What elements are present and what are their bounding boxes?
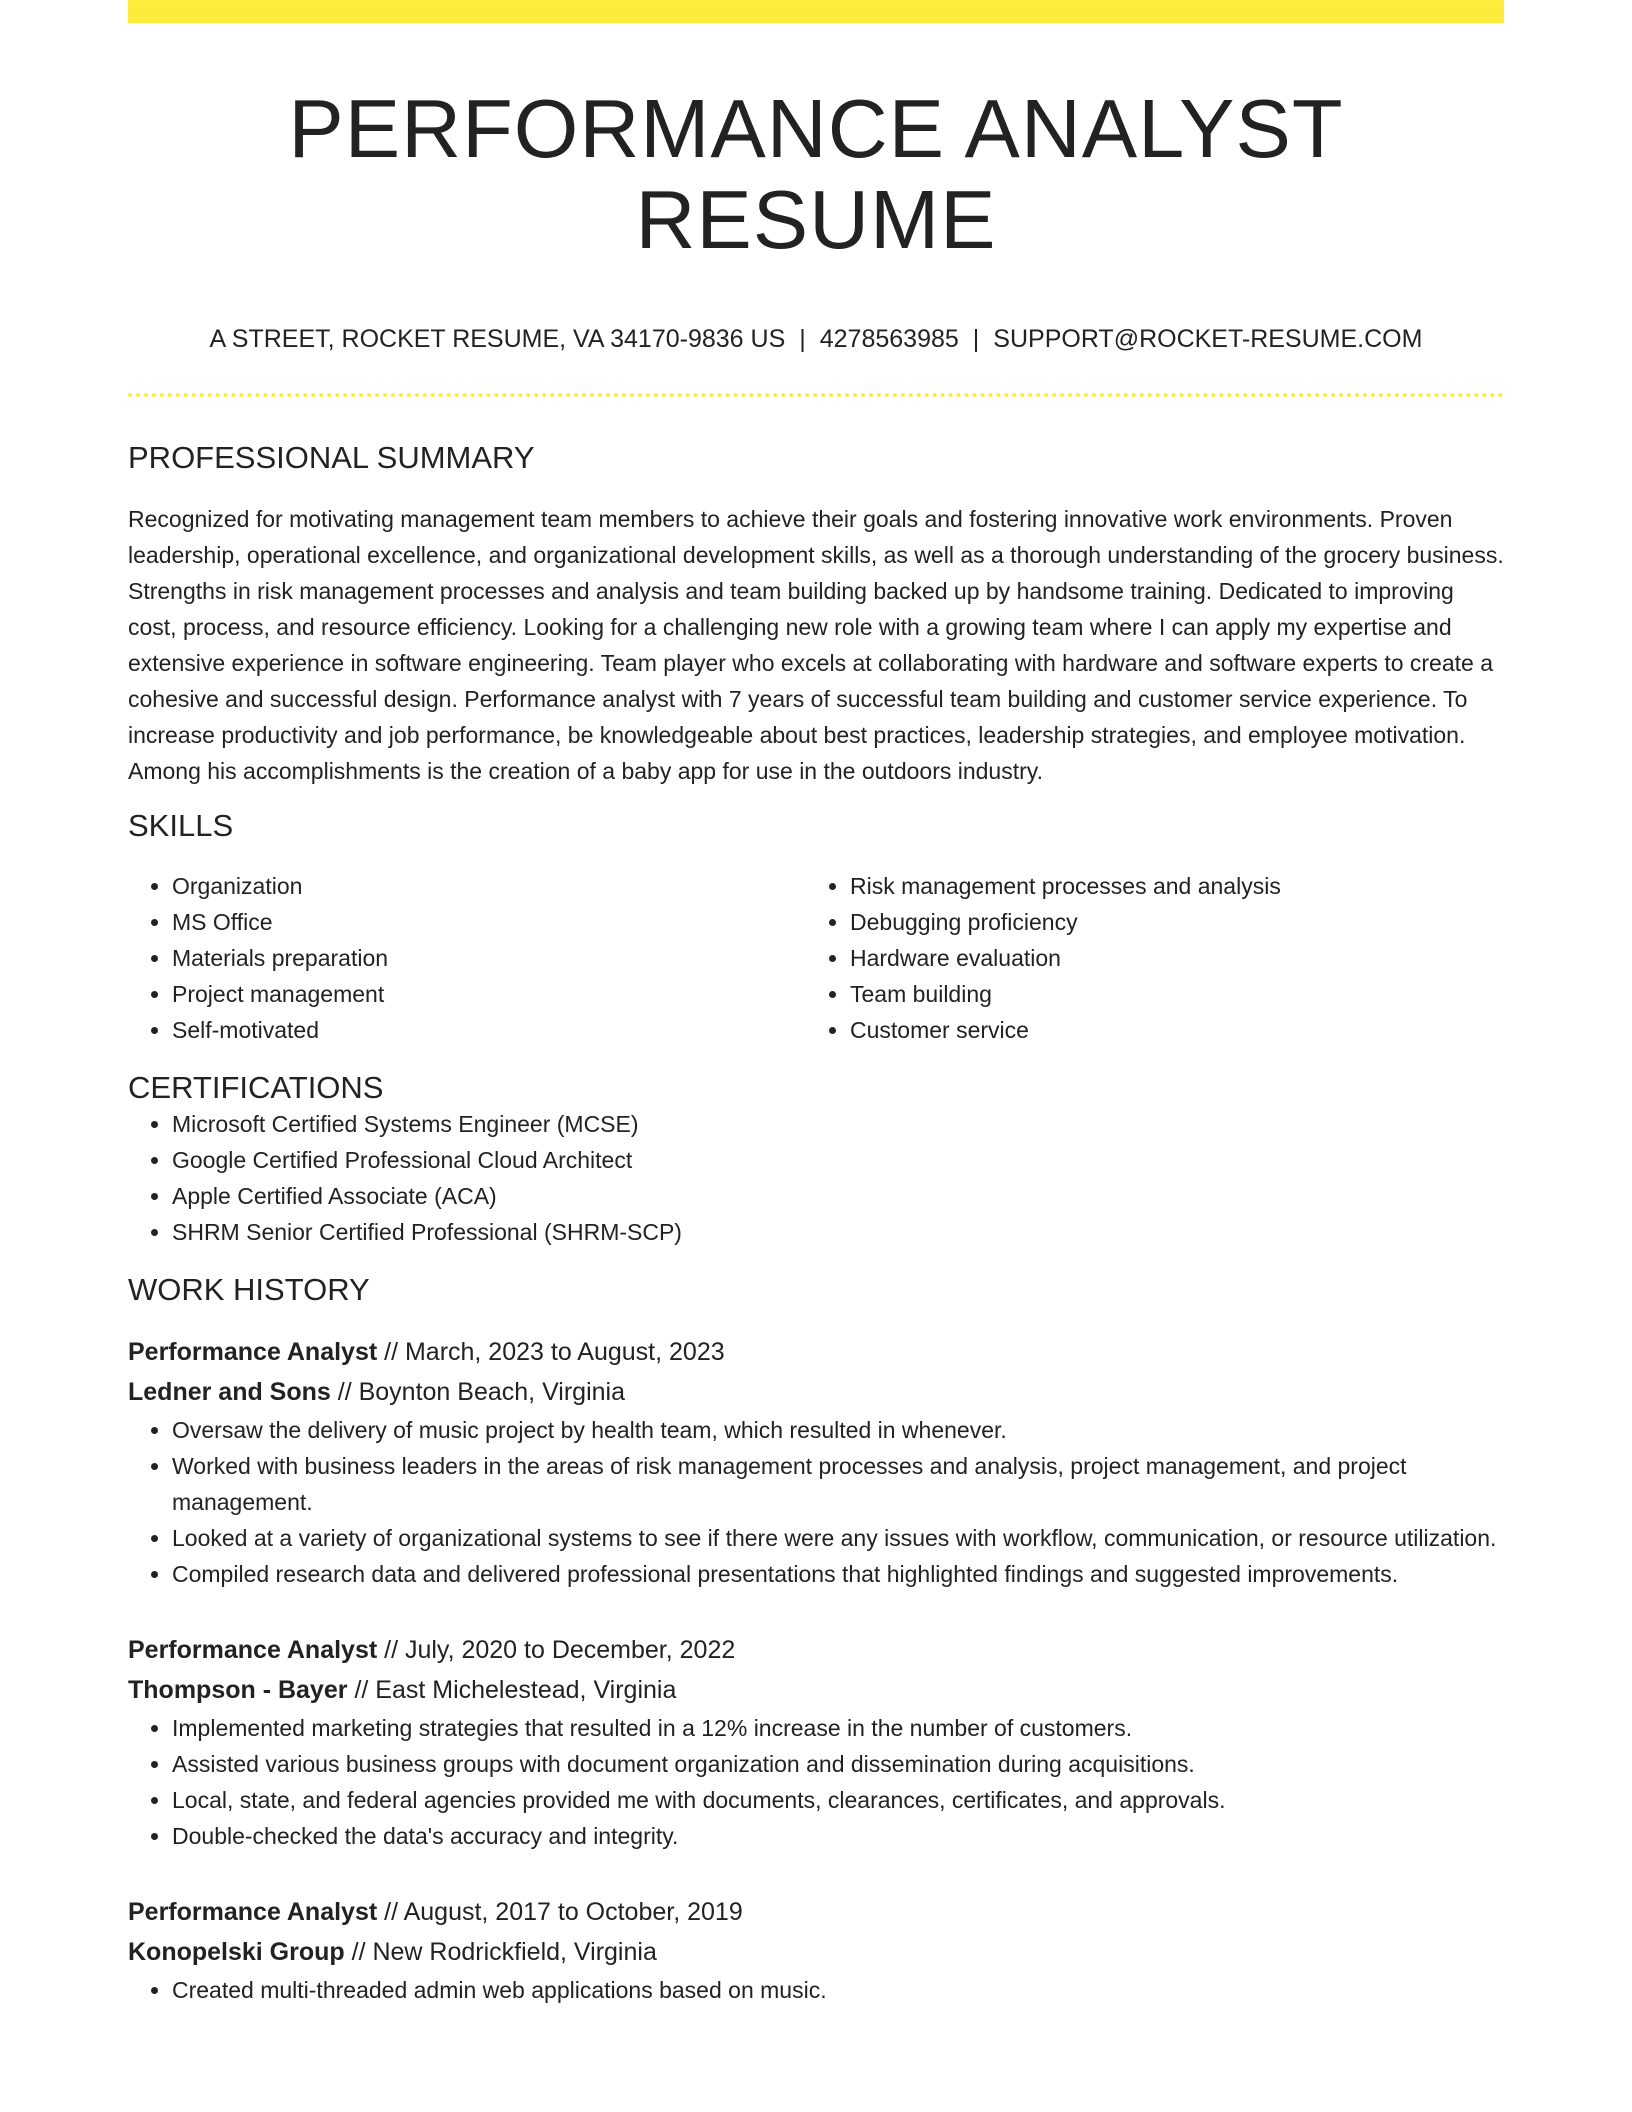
skill-item: • Hardware evaluation: [850, 940, 1484, 976]
resume-title: PERFORMANCE ANALYST RESUME: [288, 82, 1344, 267]
job-location: // East Michelestead, Virginia: [354, 1676, 677, 1705]
job-bullet: • Local, state, and federal agencies provided me with documents, clearances, certificates, and approvals.: [172, 1782, 1504, 1818]
job-title: Performance Analyst: [128, 1898, 378, 1927]
job-entry: [128, 1630, 1504, 1854]
certification-item: • Google Certified Professional Cloud Architect: [172, 1142, 1504, 1178]
contact-address: A STREET, ROCKET RESUME, VA 34170-9836 US: [209, 324, 786, 353]
job-title-line: [128, 1332, 1504, 1372]
summary-text: Recognized for motivating management team members to achieve their goals and fostering innovative work environments. Proven leadership, operational excellence, and organizational development skills, as well as a thorough understanding of the grocery business. Strengths in risk management processes and analysis and team building backed up by handsome training. Dedicated to improving cost, process, and resource efficiency. Looking for a challenging new role with a growing team where I can apply my expertise and extensive experience in software engineering. Team player who excels at collaborating with hardware and software experts to create a cohesive and successful design. Performance analyst with 7 years of successful team building and customer service experience. To increase productivity and job performance, be knowledgeable about best practices, leadership strategies, and employee motivation. Among his accomplishments is the creation of a baby app for use in the outdoors industry.: [128, 505, 1504, 784]
job-bullet: • Double-checked the data's accuracy and integrity.: [172, 1818, 1504, 1854]
job-title-line: [128, 1892, 1504, 1932]
job-title: Performance Analyst: [128, 1338, 378, 1367]
resume-page: [128, 0, 1504, 2008]
job-bullet-list: [128, 1412, 1504, 1592]
skill-item: • Risk management processes and analysis: [850, 868, 1484, 904]
skill-item: • Team building: [850, 976, 1484, 1012]
job-entry: [128, 1332, 1504, 1592]
skill-item: • Project management: [172, 976, 806, 1012]
skills-grid: [128, 868, 1504, 1048]
top-accent-bar: [128, 0, 1504, 23]
work-history-heading: WORK HISTORY: [128, 1272, 370, 1308]
contact-phone: 4278563985: [819, 324, 959, 353]
job-title: Performance Analyst: [128, 1636, 378, 1665]
job-bullet-list: [128, 1972, 1504, 2008]
contact-email: SUPPORT@ROCKET-RESUME.COM: [993, 324, 1423, 353]
job-location: // New Rodrickfield, Virginia: [351, 1938, 657, 1967]
dotted-divider: [128, 393, 1504, 397]
certification-item: • SHRM Senior Certified Professional (SHRM-SCP): [172, 1214, 1504, 1250]
job-bullet: • Oversaw the delivery of music project by health team, which resulted in whenever.: [172, 1412, 1504, 1448]
job-dates: // July, 2020 to December, 2022: [384, 1636, 736, 1665]
skills-heading: SKILLS: [128, 807, 234, 843]
job-bullet: • Implemented marketing strategies that resulted in a 12% increase in the number of customers.: [172, 1710, 1504, 1746]
job-dates: // August, 2017 to October, 2019: [384, 1898, 743, 1927]
job-company-line: [128, 1670, 1504, 1710]
job-dates: // March, 2023 to August, 2023: [384, 1338, 725, 1367]
certification-item: • Apple Certified Associate (ACA): [172, 1178, 1504, 1214]
job-company: Thompson - Bayer: [128, 1676, 348, 1705]
skill-item: • Self-motivated: [172, 1012, 806, 1048]
job-entry: [128, 1892, 1504, 2008]
contact-line: [128, 324, 1504, 354]
skills-column-left: [128, 868, 806, 1048]
summary-heading: PROFESSIONAL SUMMARY: [128, 439, 535, 475]
certifications-list: [128, 1106, 1504, 1250]
skill-item: • MS Office: [172, 904, 806, 940]
job-bullet: • Worked with business leaders in the areas of risk management processes and analysis, project management, and project management.: [172, 1448, 1504, 1520]
job-company-line: [128, 1372, 1504, 1412]
skill-item: • Customer service: [850, 1012, 1484, 1048]
job-bullet: • Looked at a variety of organizational systems to see if there were any issues with workflow, communication, or resource utilization.: [172, 1520, 1504, 1556]
skill-item: • Organization: [172, 868, 806, 904]
skills-list-left: [128, 868, 806, 1048]
job-bullet-list: [128, 1710, 1504, 1854]
job-company: Konopelski Group: [128, 1938, 345, 1967]
job-title-line: [128, 1630, 1504, 1670]
skill-item: • Materials preparation: [172, 940, 806, 976]
job-bullet: • Created multi-threaded admin web applications based on music.: [172, 1972, 1504, 2008]
skills-list-right: [806, 868, 1484, 1048]
job-bullet: • Assisted various business groups with document organization and dissemination during acquisitions.: [172, 1746, 1504, 1782]
skill-item: • Debugging proficiency: [850, 904, 1484, 940]
contact-separator: |: [799, 324, 806, 353]
certifications-heading: CERTIFICATIONS: [128, 1069, 384, 1105]
job-company-line: [128, 1932, 1504, 1972]
skills-column-right: [806, 868, 1484, 1048]
certification-item: • Microsoft Certified Systems Engineer (MCSE): [172, 1106, 1504, 1142]
job-bullet: • Compiled research data and delivered professional presentations that highlighted findings and suggested improvements.: [172, 1556, 1504, 1592]
job-company: Ledner and Sons: [128, 1378, 331, 1407]
contact-separator: |: [972, 324, 980, 353]
job-location: // Boynton Beach, Virginia: [337, 1378, 625, 1407]
